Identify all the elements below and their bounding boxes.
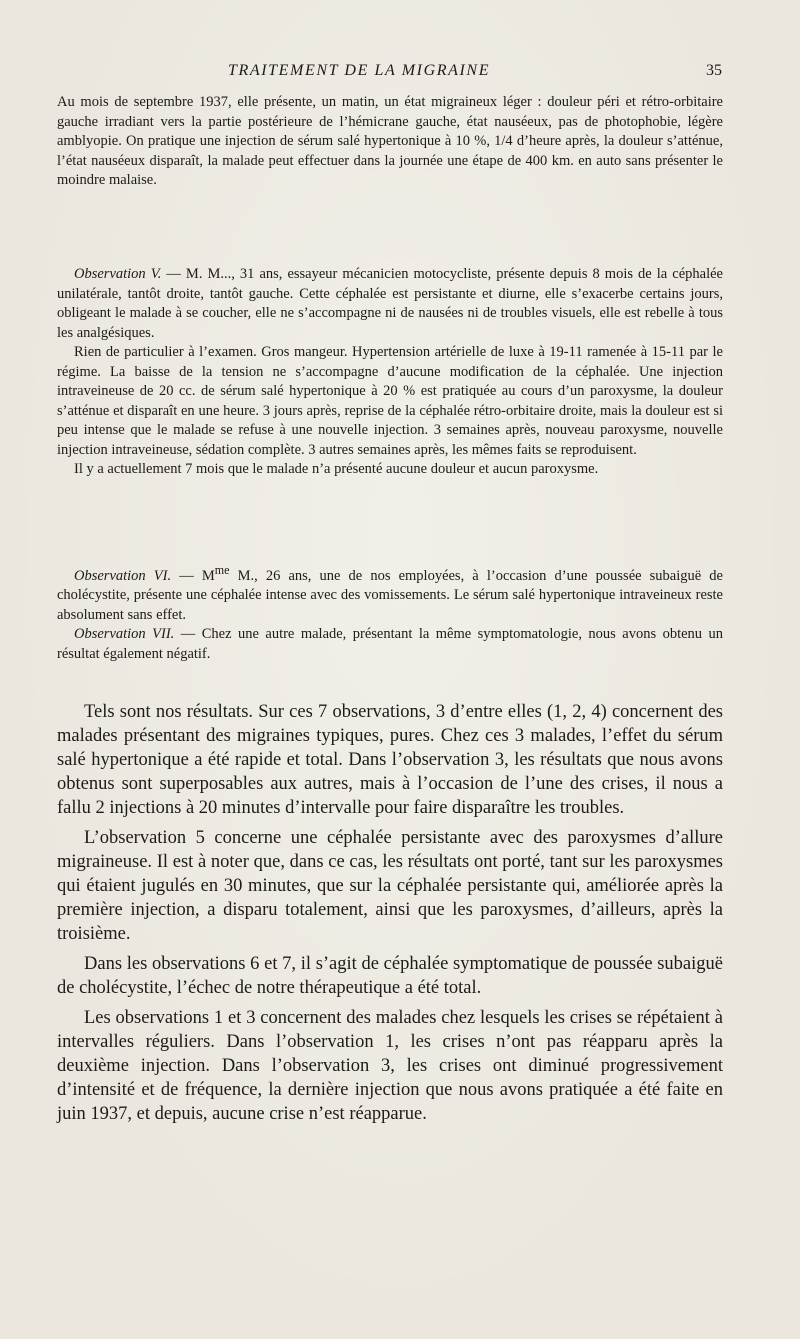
discussion-paragraph: Les observations 1 et 3 concernent des malades chez lesquels les crises se répétaient à intervalles réguliers. Dans l’observation 1, les crises n’ont pas réapparu après la deuxième injection. Dans l’observation 3, les crises ont diminué progressivement d’intensité et de fréquence, la dernière injection que nous avons pratiquée a été faite en juin 1937, et depuis, aucune crise n’est réapparue. (57, 1008, 723, 1124)
observation-7-label: Observation VII. (74, 626, 175, 643)
case-text: Au mois de septembre 1937, elle présente, un matin, un état migraineux léger : douleur péri et rétro-orbitaire gauche irradiant vers la partie postérieure de l’hémicrane gauche, état nauséeux, pas de photophobie, légère amblyopie. On pratique une injection de sérum salé hypertonique à 10 %, 1/4 d’heure après, la douleur s’atténue, l’état nauséeux disparaît, la malade peut effectuer dans la journée une étape de 400 km. en auto sans présenter le moindre malaise. (57, 94, 723, 188)
observation-7-text: — Chez une autre malade, présentant la même symptomatologie, nous avons obtenu un résultat également négatif. (57, 626, 723, 662)
observation-6 (57, 561, 723, 625)
discussion-paragraph: Dans les observations 6 et 7, il s’agit de céphalée symptomatique de poussée subaiguë de cholécystite, l’échec de notre thérapeutique a été total. (57, 954, 723, 998)
observations-6-7 (57, 561, 723, 664)
observation-5-paragraph-3: Il y a actuellement 7 mois que le malade n’a présenté aucune douleur et aucun paroxysme. (74, 461, 599, 477)
running-title: TRAITEMENT DE LA MIGRAINE (228, 62, 491, 79)
observation-7 (57, 625, 723, 664)
observation-5-text: — M. M..., 31 ans, essayeur mécanicien motocycliste, présente depuis 8 mois de la céphalée unilatérale, tantôt droite, tantôt gauche. Cette céphalée est persistante et diurne, elle s’exacerbe certains jours, obligeant le malade à se coucher, elle ne s’accompagne ni de nausées ni de troubles visuels, elle est rebelle à tous les analgésiques. (57, 266, 723, 341)
observation-6-label: Observation VI. (74, 567, 172, 584)
discussion-paragraph: Tels sont nos résultats. Sur ces 7 observations, 3 d’entre elles (1, 2, 4) concernent des malades présentant des migraines typiques, pures. Chez ces 3 malades, l’effet du sérum salé hypertonique a été rapide et total. Dans l’observation 3, les résultats que nous avons obtenus sont superposables aux autres, mais à l’occasion de l’une des crises, il nous a fallu 2 injections à 20 minutes d’intervalle pour faire disparaître les troubles. (57, 702, 723, 818)
observation-5-label: Observation V. (74, 266, 162, 282)
observation-5-paragraph-2: Rien de particulier à l’examen. Gros mangeur. Hypertension artérielle de luxe à 19-11 ramenée à 15-11 par le régime. La baisse de la tension ne s’accompagne d’aucune modification de la céphalée. Une injection intraveineuse de 20 cc. de sérum salé hypertonique à 20 % est pratiquée au cours d’un paroxysme, la douleur s’atténue et disparaît en une heure. 3 jours après, reprise de la céphalée rétro-orbitaire droite, mais la douleur est si peu intense que le malade se refuse à une nouvelle injection. 3 semaines après, nouveau paroxysme, nouvelle injection intraveineuse, sédation complète. 3 autres semaines après, les mêmes faits se reproduisent. (57, 344, 723, 458)
observation-6-text-before: — M (171, 567, 215, 584)
case-paragraph-september (57, 93, 723, 191)
observation-6-superscript: me (214, 563, 230, 577)
observation-5 (57, 265, 723, 480)
running-head (58, 62, 722, 84)
observation-6-text-after: M., 26 ans, une de nos employées, à l’occasion d’une poussée subaiguë de cholécystite, présente une céphalée intense avec des vomissements. Le sérum salé hypertonique intraveineux reste absolument sans effet. (57, 567, 723, 623)
page-number: 35 (706, 62, 722, 79)
discussion-paragraph: L’observation 5 concerne une céphalée persistante avec des paroxysmes d’allure migraineuse. Il est à noter que, dans ce cas, les résultats ont porté, tant sur les paroxysmes qui étaient jugulés en 30 minutes, que sur la céphalée persistante qui, améliorée après la première injection, a disparu totalement, ainsi que les paroxysmes, d’ailleurs, après la troisième. (57, 828, 723, 944)
discussion-section (57, 700, 723, 1132)
observation-5-intro (57, 265, 723, 343)
